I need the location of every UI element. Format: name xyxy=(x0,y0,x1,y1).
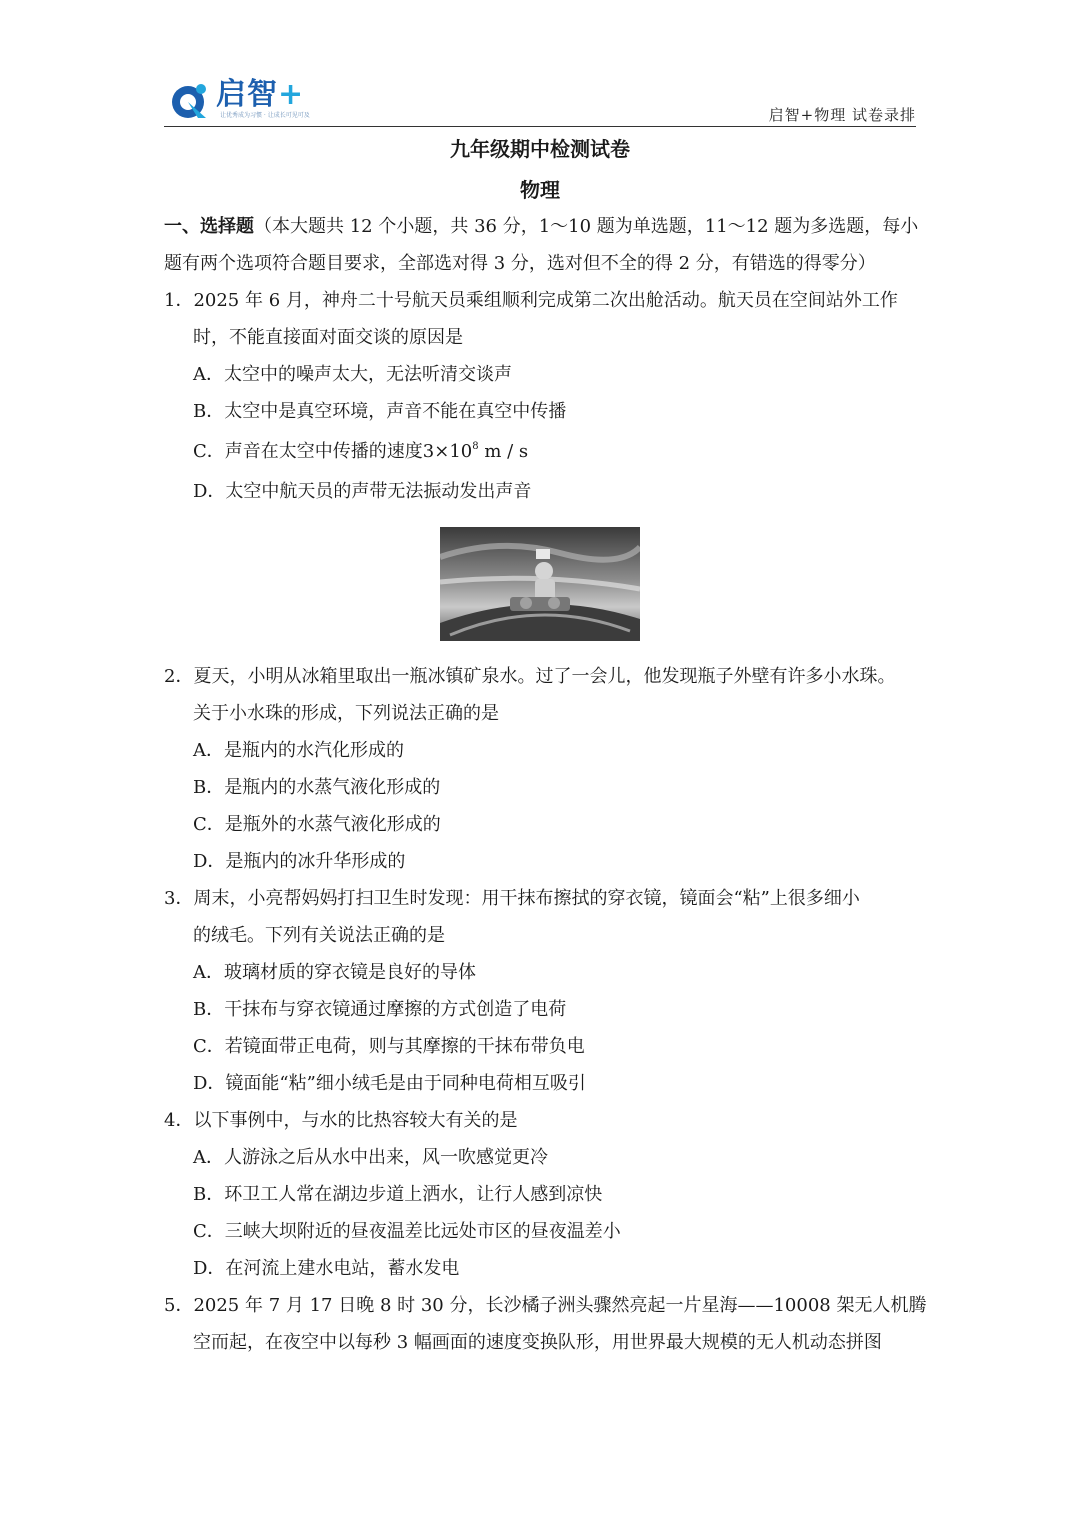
question-4-option-b: B．环卫工人常在湖边步道上洒水，让行人感到凉快 xyxy=(193,1184,603,1205)
section-description-2: 题有两个选项符合题目要求，全部选对得 3 分，选对但不全的得 2 分，有错选的得零分） xyxy=(164,253,876,274)
question-2-option-a: A．是瓶内的水汽化形成的 xyxy=(193,740,404,761)
question-1-option-d: D．太空中航天员的声带无法振动发出声音 xyxy=(193,481,532,502)
question-1-stem-cont: 时，不能直接面对面交谈的原因是 xyxy=(193,327,463,348)
brand-logo xyxy=(168,78,318,122)
question-2-option-d: D．是瓶内的冰升华形成的 xyxy=(193,851,406,872)
question-3-option-b: B．干抹布与穿衣镜通过摩擦的方式创造了电荷 xyxy=(193,999,567,1020)
question-3-option-d: D．镜面能“粘”细小绒毛是由于同种电荷相互吸引 xyxy=(193,1073,586,1094)
header-caption: 启智+物理 试卷录排 xyxy=(768,106,916,124)
question-3-option-c: C．若镜面带正电荷，则与其摩擦的干抹布带负电 xyxy=(193,1036,585,1057)
header-divider xyxy=(164,126,916,127)
question-2-stem: 2．夏天，小明从冰箱里取出一瓶冰镇矿泉水。过了一会儿，他发现瓶子外壁有许多小水珠。 xyxy=(164,666,896,687)
question-5-stem-cont: 空而起，在夜空中以每秒 3 幅画面的速度变换队形，用世界最大规模的无人机动态拼图 xyxy=(193,1332,882,1353)
question-3-stem: 3．周末，小亮帮妈妈打扫卫生时发现：用干抹布擦拭的穿衣镜，镜面会“粘”上很多细小 xyxy=(164,888,860,909)
question-4-option-c: C．三峡大坝附近的昼夜温差比远处市区的昼夜温差小 xyxy=(193,1221,621,1242)
astronaut-spacewalk-photo xyxy=(440,527,640,641)
logo-wordmark: 启智+ xyxy=(216,77,305,112)
question-1-option-c: C．声音在太空中传播的速度$3\times 10^8$ m / s xyxy=(193,441,529,462)
question-2-stem-cont: 关于小水珠的形成，下列说法正确的是 xyxy=(193,703,499,724)
section-description: （本大题共 12 个小题，共 36 分，1～10 题为单选题，11～12 题为多选题，每小 xyxy=(254,216,919,237)
speed-value: 3×10 xyxy=(422,441,473,462)
question-5-stem: 5．2025 年 7 月 17 日晚 8 时 30 分，长沙橘子洲头骤然亮起一片星海——10008 架无人机腾 xyxy=(164,1295,927,1316)
question-1-option-a: A．太空中的噪声太大，无法听清交谈声 xyxy=(193,364,512,385)
question-4-option-a: A．人游泳之后从水中出来，风一吹感觉更冷 xyxy=(193,1147,548,1168)
speed-exponent: 8 xyxy=(472,441,479,452)
section-heading: 一、选择题 xyxy=(164,216,254,237)
question-4-stem: 4．以下事例中，与水的比热容较大有关的是 xyxy=(164,1110,518,1131)
exam-title: 九年级期中检测试卷 xyxy=(450,137,630,161)
subject-title: 物理 xyxy=(520,178,560,202)
question-3-stem-cont: 的绒毛。下列有关说法正确的是 xyxy=(193,925,445,946)
section-heading-line xyxy=(164,214,918,240)
logo-slogan: 让优秀成为习惯 · 让成长可见可及 xyxy=(220,112,310,119)
question-3-option-a: A．玻璃材质的穿衣镜是良好的导体 xyxy=(193,962,476,983)
question-4-option-d: D．在河流上建水电站，蓄水发电 xyxy=(193,1258,460,1279)
question-1-option-b: B．太空中是真空环境，声音不能在真空中传播 xyxy=(193,401,567,422)
question-1-stem: 1．2025 年 6 月，神舟二十号航天员乘组顺利完成第二次出舱活动。航天员在空间站外工作 xyxy=(164,290,898,311)
question-2-option-c: C．是瓶外的水蒸气液化形成的 xyxy=(193,814,441,835)
question-2-option-b: B．是瓶内的水蒸气液化形成的 xyxy=(193,777,441,798)
speed-unit: m / s xyxy=(484,441,529,462)
qizhi-logo-icon xyxy=(168,78,214,124)
